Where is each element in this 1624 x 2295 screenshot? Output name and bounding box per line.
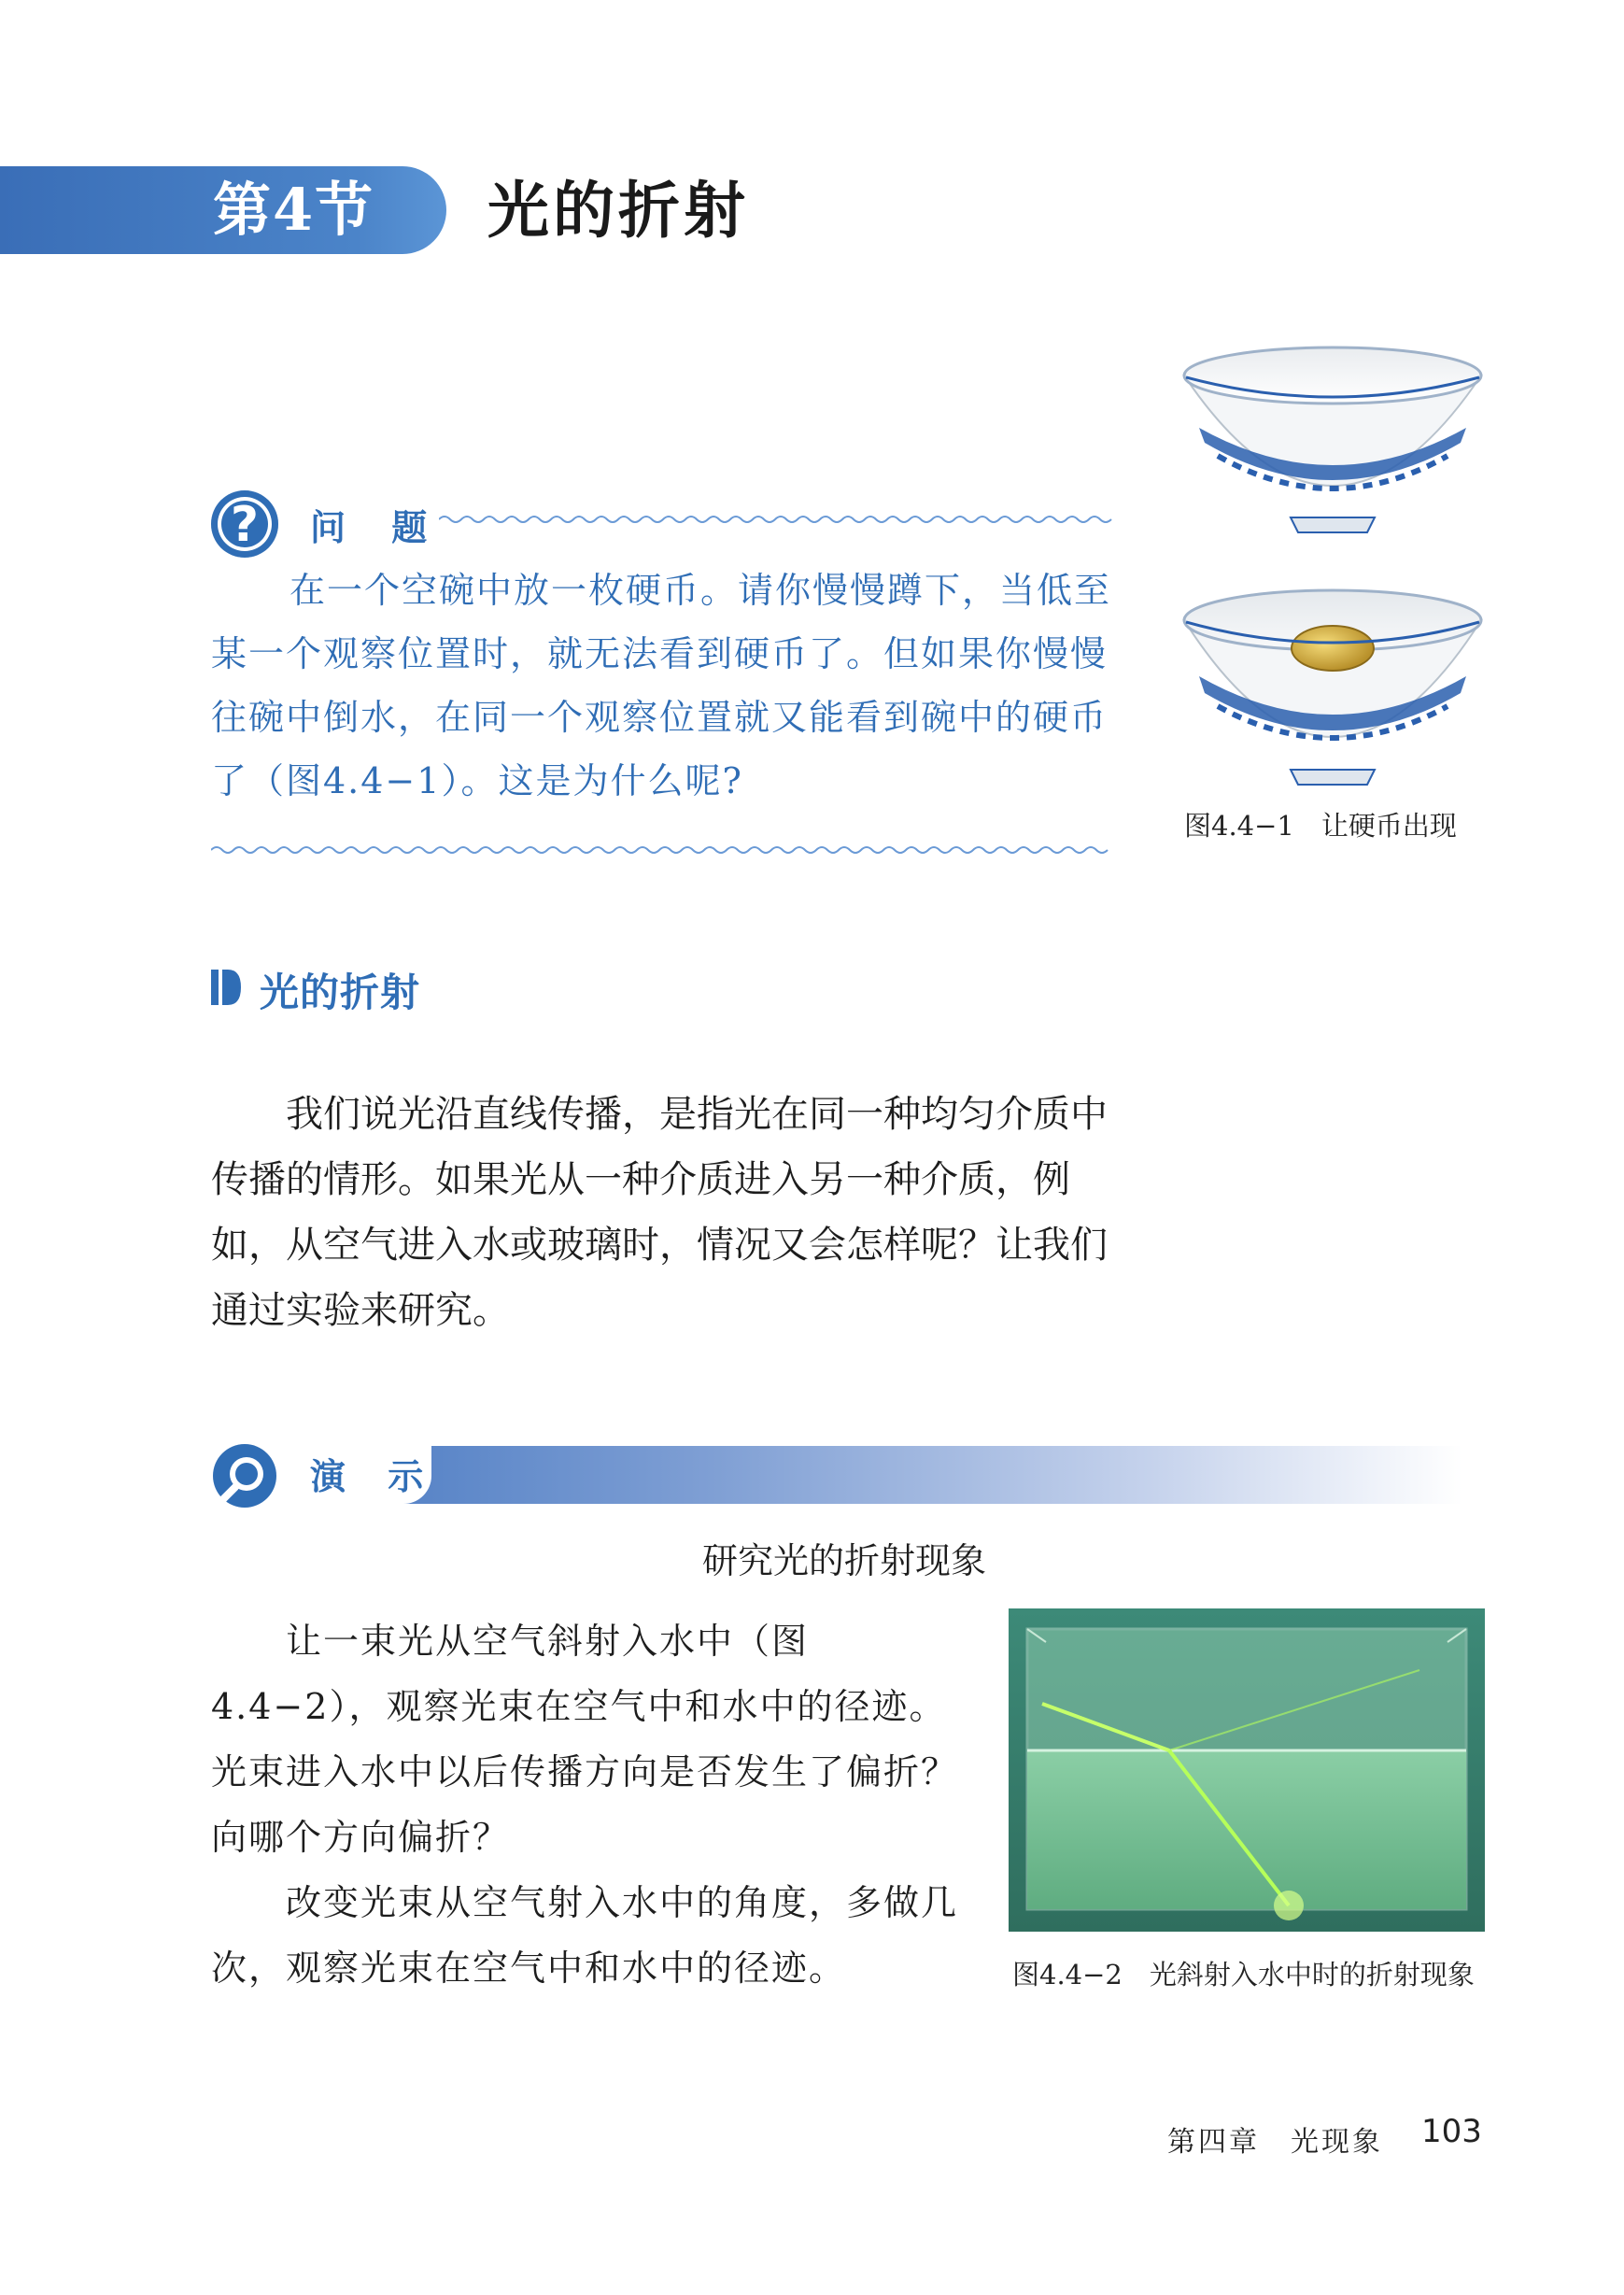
question-mark-icon: ? [211,490,278,558]
page-number: 103 [1421,2113,1482,2150]
wavy-divider [439,512,1117,527]
demo-body [211,1608,958,2001]
question-label: 问 题 [310,507,445,548]
wavy-divider-bottom [211,843,1117,857]
chapter-footer: 第四章 光现象 [1167,2126,1383,2159]
body-paragraph: 我们说光沿直线传播，是指光在同一种均匀介质中传播的情形。如果光从一种介质进入另一种介质，例如，从空气进入水或玻璃时，情况又会怎样呢？让我们通过实验来研究。 [211,1093,1108,1332]
demo-label: 演 示 [310,1456,439,1497]
magnifier-icon [209,1440,280,1511]
figure-caption-4-4-2: 图4.4−2 光斜射入水中时的折射现象 [1012,1959,1475,1990]
subsection-body [211,1082,1119,1343]
figure-caption-4-4-1: 图4.4−1 让硬币出现 [1184,810,1457,842]
section-number: 第4节 [213,176,375,244]
empty-bowl-photo [1180,344,1485,536]
demo-paragraph-2: 改变光束从空气射入水中的角度，多做几次，观察光束在空气中和水中的径迹。 [211,1882,959,1989]
bowl-with-coin-photo [1180,583,1485,788]
demo-paragraph-1: 让一束光从空气斜射入水中（图4.4−2），观察光束在空气中和水中的径迹。光束进入水中以后传播方向是否发生了偏折？向哪个方向偏折？ [211,1621,959,1858]
section-marker-icon [211,970,241,1005]
question-text [211,559,1119,813]
refraction-tank-photo [1009,1608,1485,1932]
subsection-title: 光的折射 [260,970,421,1015]
demo-title: 研究光的折射现象 [702,1540,987,1581]
page-title: 光的折射 [487,174,749,247]
question-paragraph: 在一个空碗中放一枚硬币。请你慢慢蹲下，当低至某一个观察位置时，就无法看到硬币了。但如果你慢慢往碗中倒水，在同一个观察位置就又能看到碗中的硬币了（图4.4−1）。这是为什么呢? [211,570,1112,801]
